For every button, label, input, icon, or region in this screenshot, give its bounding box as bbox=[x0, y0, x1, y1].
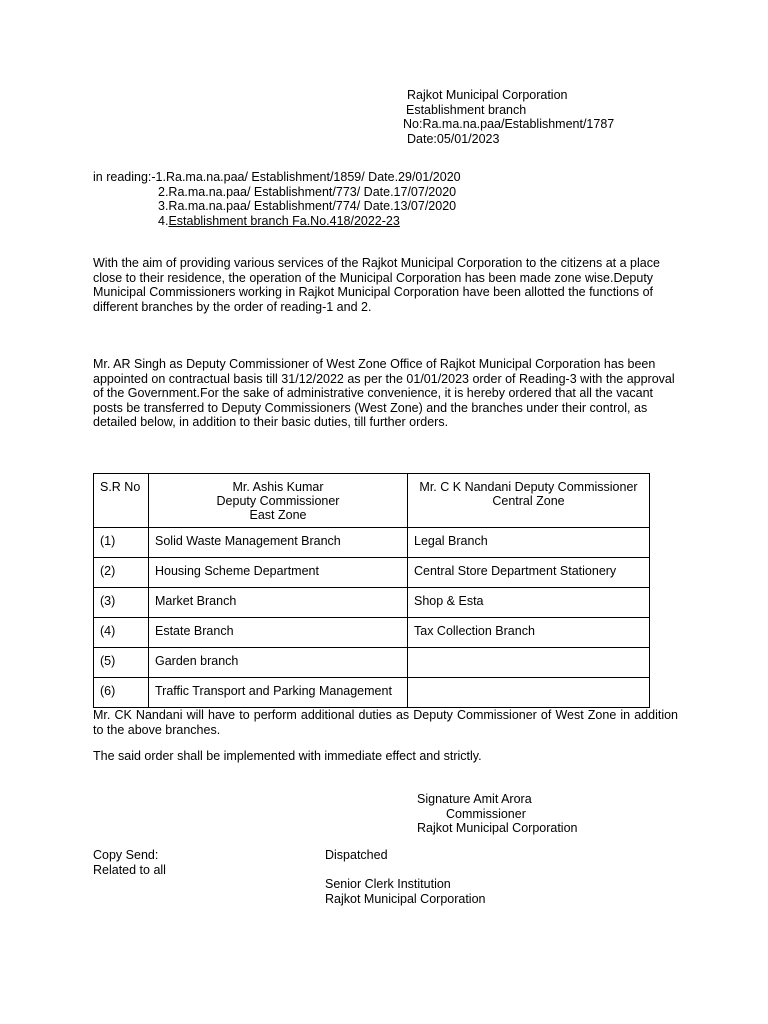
signature-org: Rajkot Municipal Corporation bbox=[417, 821, 578, 835]
cell-sr: (4) bbox=[94, 618, 149, 648]
header-org: Rajkot Municipal Corporation bbox=[407, 88, 568, 102]
table-row bbox=[94, 648, 650, 678]
copy-send-related: Related to all bbox=[93, 862, 166, 877]
reading-line-4-prefix: 4. bbox=[158, 213, 169, 228]
header-east-zone bbox=[149, 474, 408, 528]
table-header-row bbox=[94, 474, 650, 528]
table-row bbox=[94, 678, 650, 708]
paragraph-aim: With the aim of providing various services of the Rajkot Municipal Corporation to the citizens at a place close to their residence, the operation of the Municipal Corporation has been made zone wise.Deputy Municipal Commissioners working in Rajkot Municipal Corporation have been allotted the functions of different branches by the order of reading-1 and 2. bbox=[93, 256, 660, 314]
paragraph-implementation: The said order shall be implemented with immediate effect and strictly. bbox=[93, 749, 482, 763]
dispatched-label: Dispatched bbox=[325, 848, 388, 862]
cell-central: Shop & Esta bbox=[408, 588, 650, 618]
cell-east: Market Branch bbox=[149, 588, 408, 618]
reading-line-2: 2.Ra.ma.na.paa/ Establishment/773/ Date.17/07/2020 bbox=[158, 184, 457, 199]
reading-line-4 bbox=[93, 214, 461, 229]
cell-sr: (1) bbox=[94, 528, 149, 558]
paragraph-additional-duties: Mr. CK Nandani will have to perform additional duties as Deputy Commissioner of West Zone in addition to the above branches. bbox=[93, 708, 678, 737]
paragraph-appointment: Mr. AR Singh as Deputy Commissioner of West Zone Office of Rajkot Municipal Corporation has been appointed on contractual basis till 31/12/2022 as per the 01/01/2023 order of Reading-3 with the approval of the Government.For the sake of administrative convenience, it is hereby ordered that all the vacant posts be transferred to Deputy Commissioners (West Zone) and the branches under their control, as detailed below, in addition to their basic duties, till further orders. bbox=[93, 357, 675, 429]
copy-send-label: Copy Send: bbox=[93, 848, 159, 862]
header-number: No:Ra.ma.na.paa/Establishment/1787 bbox=[403, 117, 615, 131]
header-sr-no: S.R No bbox=[94, 474, 149, 528]
cell-east: Housing Scheme Department bbox=[149, 558, 408, 588]
cell-sr: (2) bbox=[94, 558, 149, 588]
dispatch-org: Rajkot Municipal Corporation bbox=[325, 891, 486, 906]
table-row bbox=[94, 588, 650, 618]
header-east-zone-label: East Zone bbox=[249, 508, 307, 522]
header-central-name: Mr. C K Nandani Deputy Commissioner bbox=[419, 480, 638, 494]
dispatch-block bbox=[325, 848, 486, 906]
table-row bbox=[94, 558, 650, 588]
branch-allocation-table bbox=[93, 473, 650, 708]
cell-central bbox=[408, 678, 650, 708]
reading-line-4-underlined: Establishment branch Fa.No.418/2022-23 bbox=[168, 213, 400, 228]
dispatch-clerk: Senior Clerk Institution bbox=[325, 877, 451, 891]
table-row bbox=[94, 528, 650, 558]
cell-east: Estate Branch bbox=[149, 618, 408, 648]
table-row bbox=[94, 618, 650, 648]
cell-central: Central Store Department Stationery bbox=[408, 558, 650, 588]
header-date: Date:05/01/2023 bbox=[407, 131, 500, 146]
cell-central bbox=[408, 648, 650, 678]
letter-header bbox=[403, 88, 614, 146]
header-central-zone-label: Central Zone bbox=[492, 494, 565, 508]
cell-sr: (5) bbox=[94, 648, 149, 678]
signature-title: Commissioner bbox=[446, 806, 526, 821]
cell-sr: (3) bbox=[94, 588, 149, 618]
reading-references bbox=[93, 170, 461, 228]
signature-block bbox=[417, 792, 578, 836]
reading-line-3: 3.Ra.ma.na.paa/ Establishment/774/ Date.13/07/2020 bbox=[158, 199, 457, 213]
signature-name: Signature Amit Arora bbox=[417, 792, 532, 806]
cell-east: Traffic Transport and Parking Management bbox=[149, 678, 408, 708]
cell-sr: (6) bbox=[94, 678, 149, 708]
dispatch-spacer bbox=[325, 863, 486, 878]
header-central-zone bbox=[408, 474, 650, 528]
header-east-title: Deputy Commissioner bbox=[216, 494, 340, 508]
header-east-name: Mr. Ashis Kumar bbox=[232, 480, 324, 494]
copy-send-block bbox=[93, 848, 166, 877]
cell-east: Garden branch bbox=[149, 648, 408, 678]
reading-line-1: in reading:-1.Ra.ma.na.paa/ Establishment/1859/ Date.29/01/2020 bbox=[93, 170, 461, 184]
cell-east: Solid Waste Management Branch bbox=[149, 528, 408, 558]
header-branch: Establishment branch bbox=[406, 102, 527, 117]
cell-central: Legal Branch bbox=[408, 528, 650, 558]
cell-central: Tax Collection Branch bbox=[408, 618, 650, 648]
